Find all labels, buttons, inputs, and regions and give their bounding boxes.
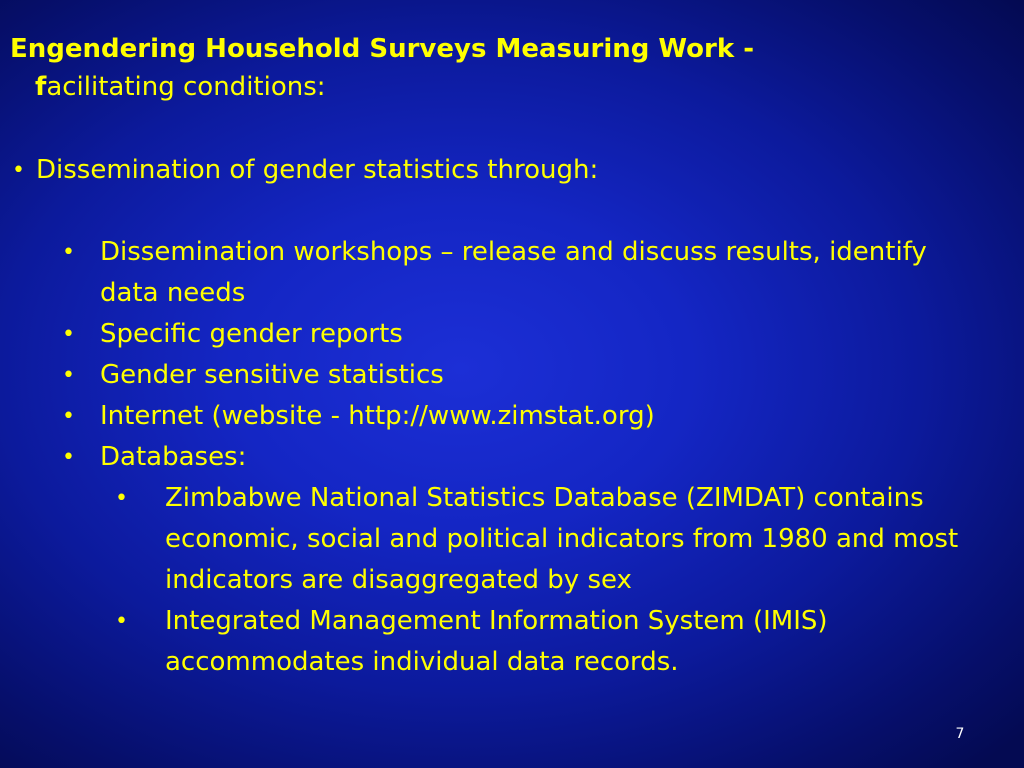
bullet-icon: • — [62, 404, 75, 429]
title-bold-part: Engendering Household Surveys Measuring Work - — [10, 34, 754, 64]
bullet-icon: • — [62, 322, 75, 347]
database-point-text: Integrated Management Information System (IMIS) accommodates individual data records. — [165, 606, 828, 677]
bullet-icon: • — [115, 609, 128, 634]
database-point-text: Zimbabwe National Statistics Database (ZIMDAT) contains economic, social and political indicators from 1980 and most indicators are disaggregated by sex — [165, 483, 959, 595]
sub-point-text: Databases: — [100, 442, 247, 472]
database-point — [115, 601, 995, 683]
bullet-icon: • — [62, 363, 75, 388]
title-second-line — [10, 68, 990, 106]
database-point — [115, 478, 995, 601]
sub-point — [62, 314, 962, 355]
sub-point — [62, 355, 962, 396]
main-point-text: Dissemination of gender statistics through: — [36, 155, 599, 185]
bullet-icon: • — [62, 445, 75, 470]
sub-point-text: Internet (website - http://www.zimstat.org) — [100, 401, 655, 431]
page-number: 7 — [955, 726, 965, 742]
sub-point — [62, 232, 962, 314]
slide-title — [10, 30, 990, 106]
sub-point — [62, 396, 962, 437]
title-rest: acilitating conditions: — [46, 72, 326, 102]
bullet-icon: • — [62, 240, 75, 265]
title-f-letter: f — [35, 72, 47, 102]
sub-point-text: Gender sensitive statistics — [100, 360, 444, 390]
sub-point-text: Dissemination workshops – release and discuss results, identify data needs — [100, 237, 927, 308]
bullet-icon: • — [12, 158, 25, 183]
main-point — [12, 150, 992, 191]
bullet-icon: • — [115, 486, 128, 511]
sub-point-text: Specific gender reports — [100, 319, 403, 349]
sub-point — [62, 437, 962, 478]
